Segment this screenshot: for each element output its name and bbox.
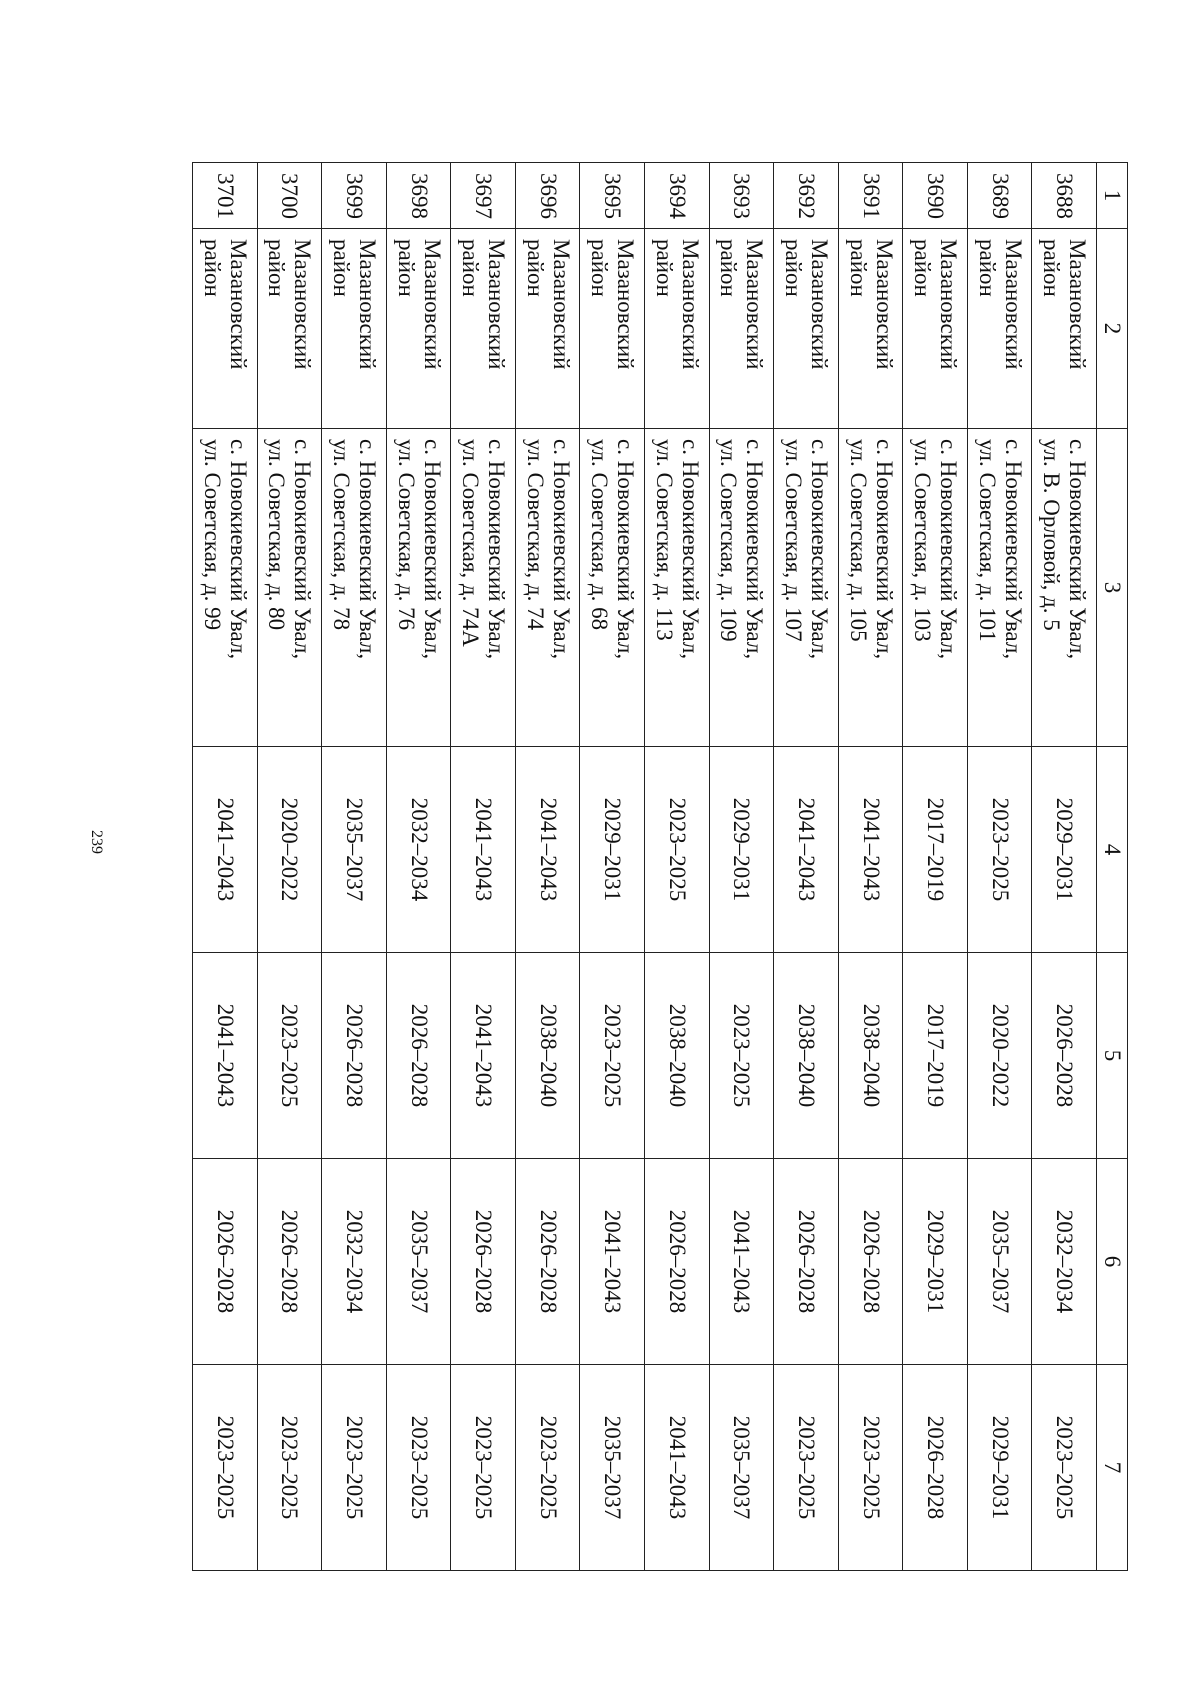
year-range-cell-7: 2023–2025 — [1032, 1365, 1097, 1571]
year-range-cell-4: 2041–2043 — [838, 747, 903, 953]
year-range-cell-5: 2026–2028 — [386, 953, 451, 1159]
table-row — [1032, 163, 1097, 1571]
address-cell — [774, 429, 839, 747]
year-range-cell-7: 2029–2031 — [967, 1365, 1032, 1571]
header-row — [1097, 163, 1128, 1571]
district-line: район — [974, 239, 1000, 297]
year-range-cell-5: 2041–2043 — [451, 953, 516, 1159]
table-row — [386, 163, 451, 1571]
address-line: с. Новокиевский Увал, — [419, 439, 445, 660]
year-range-cell-6: 2026–2028 — [515, 1159, 580, 1365]
column-header-1: 1 — [1097, 163, 1128, 229]
year-range-cell-7: 2023–2025 — [193, 1365, 258, 1571]
district-line: район — [522, 239, 548, 297]
year-range-cell-7: 2026–2028 — [903, 1365, 968, 1571]
year-range-cell-5: 2041–2043 — [193, 953, 258, 1159]
district-line: Мазановский — [613, 239, 639, 370]
table-row — [193, 163, 258, 1571]
district-line: Мазановский — [225, 239, 251, 370]
district-line: Мазановский — [1000, 239, 1026, 370]
year-range-cell-5: 2038–2040 — [515, 953, 580, 1159]
year-range-cell-7: 2023–2025 — [386, 1365, 451, 1571]
address-line: ул. Советская, д. 99 — [199, 439, 225, 631]
table-row — [838, 163, 903, 1571]
district-line: Мазановский — [548, 239, 574, 370]
year-range-cell-6: 2035–2037 — [967, 1159, 1032, 1365]
district-line: район — [199, 239, 225, 297]
year-range-cell-6: 2041–2043 — [580, 1159, 645, 1365]
district-cell — [580, 229, 645, 429]
district-line: Мазановский — [677, 239, 703, 370]
district-line: район — [716, 239, 742, 297]
district-cell — [903, 229, 968, 429]
address-cell — [322, 429, 387, 747]
address-line: с. Новокиевский Увал, — [742, 439, 768, 660]
district-cell — [709, 229, 774, 429]
year-range-cell-5: 2020–2022 — [967, 953, 1032, 1159]
year-range-cell-4: 2020–2022 — [257, 747, 322, 953]
row-number-cell: 3688 — [1032, 163, 1097, 229]
year-range-cell-4: 2029–2031 — [1032, 747, 1097, 953]
column-header-4: 4 — [1097, 747, 1128, 953]
address-line: ул. Советская, д. 74 — [522, 439, 548, 631]
district-line: район — [264, 239, 290, 297]
address-line: с. Новокиевский Увал, — [936, 439, 962, 660]
address-line: ул. Советская, д. 68 — [587, 439, 613, 631]
address-line: с. Новокиевский Увал, — [871, 439, 897, 660]
table-row — [645, 163, 710, 1571]
year-range-cell-6: 2035–2037 — [386, 1159, 451, 1365]
year-range-cell-4: 2032–2034 — [386, 747, 451, 953]
row-number-cell: 3696 — [515, 163, 580, 229]
year-range-cell-4: 2023–2025 — [967, 747, 1032, 953]
district-cell — [967, 229, 1032, 429]
page-number: 239 — [88, 830, 105, 854]
table-row — [257, 163, 322, 1571]
address-cell — [1032, 429, 1097, 747]
district-cell — [774, 229, 839, 429]
district-line: Мазановский — [419, 239, 445, 370]
year-range-cell-4: 2041–2043 — [774, 747, 839, 953]
table-row — [967, 163, 1032, 1571]
year-range-cell-7: 2023–2025 — [838, 1365, 903, 1571]
rotated-table-container — [192, 162, 1128, 1570]
year-range-cell-4: 2029–2031 — [580, 747, 645, 953]
row-number-cell: 3692 — [774, 163, 839, 229]
district-line: Мазановский — [290, 239, 316, 370]
year-range-cell-6: 2029–2031 — [903, 1159, 968, 1365]
district-line: район — [1039, 239, 1065, 297]
district-line: район — [458, 239, 484, 297]
schedule-table — [192, 162, 1128, 1571]
year-range-cell-6: 2026–2028 — [645, 1159, 710, 1365]
address-cell — [838, 429, 903, 747]
year-range-cell-7: 2023–2025 — [774, 1365, 839, 1571]
address-line: ул. Советская, д. 103 — [910, 439, 936, 642]
address-line: ул. Советская, д. 80 — [264, 439, 290, 631]
address-line: с. Новокиевский Увал, — [806, 439, 832, 660]
address-cell — [645, 429, 710, 747]
address-cell — [193, 429, 258, 747]
district-line: Мазановский — [355, 239, 381, 370]
district-line: Мазановский — [871, 239, 897, 370]
address-cell — [257, 429, 322, 747]
district-cell — [838, 229, 903, 429]
district-cell — [386, 229, 451, 429]
address-line: ул. Советская, д. 76 — [393, 439, 419, 631]
year-range-cell-4: 2035–2037 — [322, 747, 387, 953]
year-range-cell-6: 2032–2034 — [1032, 1159, 1097, 1365]
district-line: район — [587, 239, 613, 297]
district-cell — [322, 229, 387, 429]
district-cell — [1032, 229, 1097, 429]
address-line: с. Новокиевский Увал, — [1065, 439, 1091, 660]
year-range-cell-7: 2023–2025 — [322, 1365, 387, 1571]
column-header-6: 6 — [1097, 1159, 1128, 1365]
row-number-cell: 3700 — [257, 163, 322, 229]
row-number-cell: 3689 — [967, 163, 1032, 229]
address-cell — [451, 429, 516, 747]
year-range-cell-7: 2035–2037 — [709, 1365, 774, 1571]
year-range-cell-4: 2029–2031 — [709, 747, 774, 953]
year-range-cell-6: 2026–2028 — [257, 1159, 322, 1365]
district-cell — [193, 229, 258, 429]
year-range-cell-7: 2023–2025 — [257, 1365, 322, 1571]
year-range-cell-7: 2041–2043 — [645, 1365, 710, 1571]
address-line: с. Новокиевский Увал, — [290, 439, 316, 660]
district-line: район — [651, 239, 677, 297]
row-number-cell: 3691 — [838, 163, 903, 229]
address-line: ул. Советская, д. 107 — [780, 439, 806, 642]
district-line: Мазановский — [484, 239, 510, 370]
year-range-cell-5: 2038–2040 — [645, 953, 710, 1159]
address-cell — [903, 429, 968, 747]
district-line: район — [780, 239, 806, 297]
row-number-cell: 3693 — [709, 163, 774, 229]
year-range-cell-5: 2026–2028 — [1032, 953, 1097, 1159]
year-range-cell-4: 2041–2043 — [451, 747, 516, 953]
district-line: район — [845, 239, 871, 297]
table-row — [903, 163, 968, 1571]
year-range-cell-4: 2017–2019 — [903, 747, 968, 953]
district-line: район — [910, 239, 936, 297]
year-range-cell-5: 2023–2025 — [709, 953, 774, 1159]
district-line: Мазановский — [1065, 239, 1091, 370]
year-range-cell-5: 2038–2040 — [838, 953, 903, 1159]
address-line: с. Новокиевский Увал, — [225, 439, 251, 660]
year-range-cell-5: 2023–2025 — [257, 953, 322, 1159]
address-cell — [967, 429, 1032, 747]
table-row — [322, 163, 387, 1571]
year-range-cell-5: 2017–2019 — [903, 953, 968, 1159]
district-line: Мазановский — [936, 239, 962, 370]
year-range-cell-6: 2026–2028 — [838, 1159, 903, 1365]
year-range-cell-4: 2041–2043 — [515, 747, 580, 953]
address-cell — [709, 429, 774, 747]
column-header-5: 5 — [1097, 953, 1128, 1159]
row-number-cell: 3695 — [580, 163, 645, 229]
row-number-cell: 3701 — [193, 163, 258, 229]
row-number-cell: 3694 — [645, 163, 710, 229]
table-row — [709, 163, 774, 1571]
table-row — [580, 163, 645, 1571]
address-line: ул. Советская, д. 78 — [329, 439, 355, 631]
row-number-cell: 3690 — [903, 163, 968, 229]
address-line: ул. Советская, д. 113 — [651, 439, 677, 641]
district-line: Мазановский — [742, 239, 768, 370]
address-cell — [386, 429, 451, 747]
district-cell — [257, 229, 322, 429]
table-body — [193, 163, 1097, 1571]
district-line: район — [393, 239, 419, 297]
address-line: с. Новокиевский Увал, — [484, 439, 510, 660]
address-line: с. Новокиевский Увал, — [613, 439, 639, 660]
table-row — [515, 163, 580, 1571]
column-header-7: 7 — [1097, 1365, 1128, 1571]
year-range-cell-4: 2023–2025 — [645, 747, 710, 953]
district-cell — [451, 229, 516, 429]
district-cell — [645, 229, 710, 429]
address-line: ул. Советская, д. 101 — [974, 439, 1000, 642]
address-line: с. Новокиевский Увал, — [1000, 439, 1026, 660]
address-line: с. Новокиевский Увал, — [548, 439, 574, 660]
row-number-cell: 3698 — [386, 163, 451, 229]
year-range-cell-7: 2023–2025 — [515, 1365, 580, 1571]
table-row — [774, 163, 839, 1571]
year-range-cell-4: 2041–2043 — [193, 747, 258, 953]
address-line: ул. Советская, д. 74А — [458, 439, 484, 647]
address-line: с. Новокиевский Увал, — [677, 439, 703, 660]
address-line: ул. Советская, д. 109 — [716, 439, 742, 642]
year-range-cell-6: 2026–2028 — [451, 1159, 516, 1365]
year-range-cell-6: 2026–2028 — [193, 1159, 258, 1365]
address-cell — [580, 429, 645, 747]
column-header-3: 3 — [1097, 429, 1128, 747]
district-cell — [515, 229, 580, 429]
address-line: с. Новокиевский Увал, — [355, 439, 381, 660]
year-range-cell-5: 2026–2028 — [322, 953, 387, 1159]
column-header-2: 2 — [1097, 229, 1128, 429]
year-range-cell-5: 2023–2025 — [580, 953, 645, 1159]
row-number-cell: 3697 — [451, 163, 516, 229]
address-cell — [515, 429, 580, 747]
year-range-cell-7: 2023–2025 — [451, 1365, 516, 1571]
district-line: район — [329, 239, 355, 297]
district-line: Мазановский — [806, 239, 832, 370]
address-line: ул. В. Орловой, д. 5 — [1039, 439, 1065, 631]
year-range-cell-6: 2032–2034 — [322, 1159, 387, 1365]
table-row — [451, 163, 516, 1571]
year-range-cell-6: 2026–2028 — [774, 1159, 839, 1365]
year-range-cell-7: 2035–2037 — [580, 1365, 645, 1571]
address-line: ул. Советская, д. 105 — [845, 439, 871, 642]
year-range-cell-5: 2038–2040 — [774, 953, 839, 1159]
year-range-cell-6: 2041–2043 — [709, 1159, 774, 1365]
row-number-cell: 3699 — [322, 163, 387, 229]
